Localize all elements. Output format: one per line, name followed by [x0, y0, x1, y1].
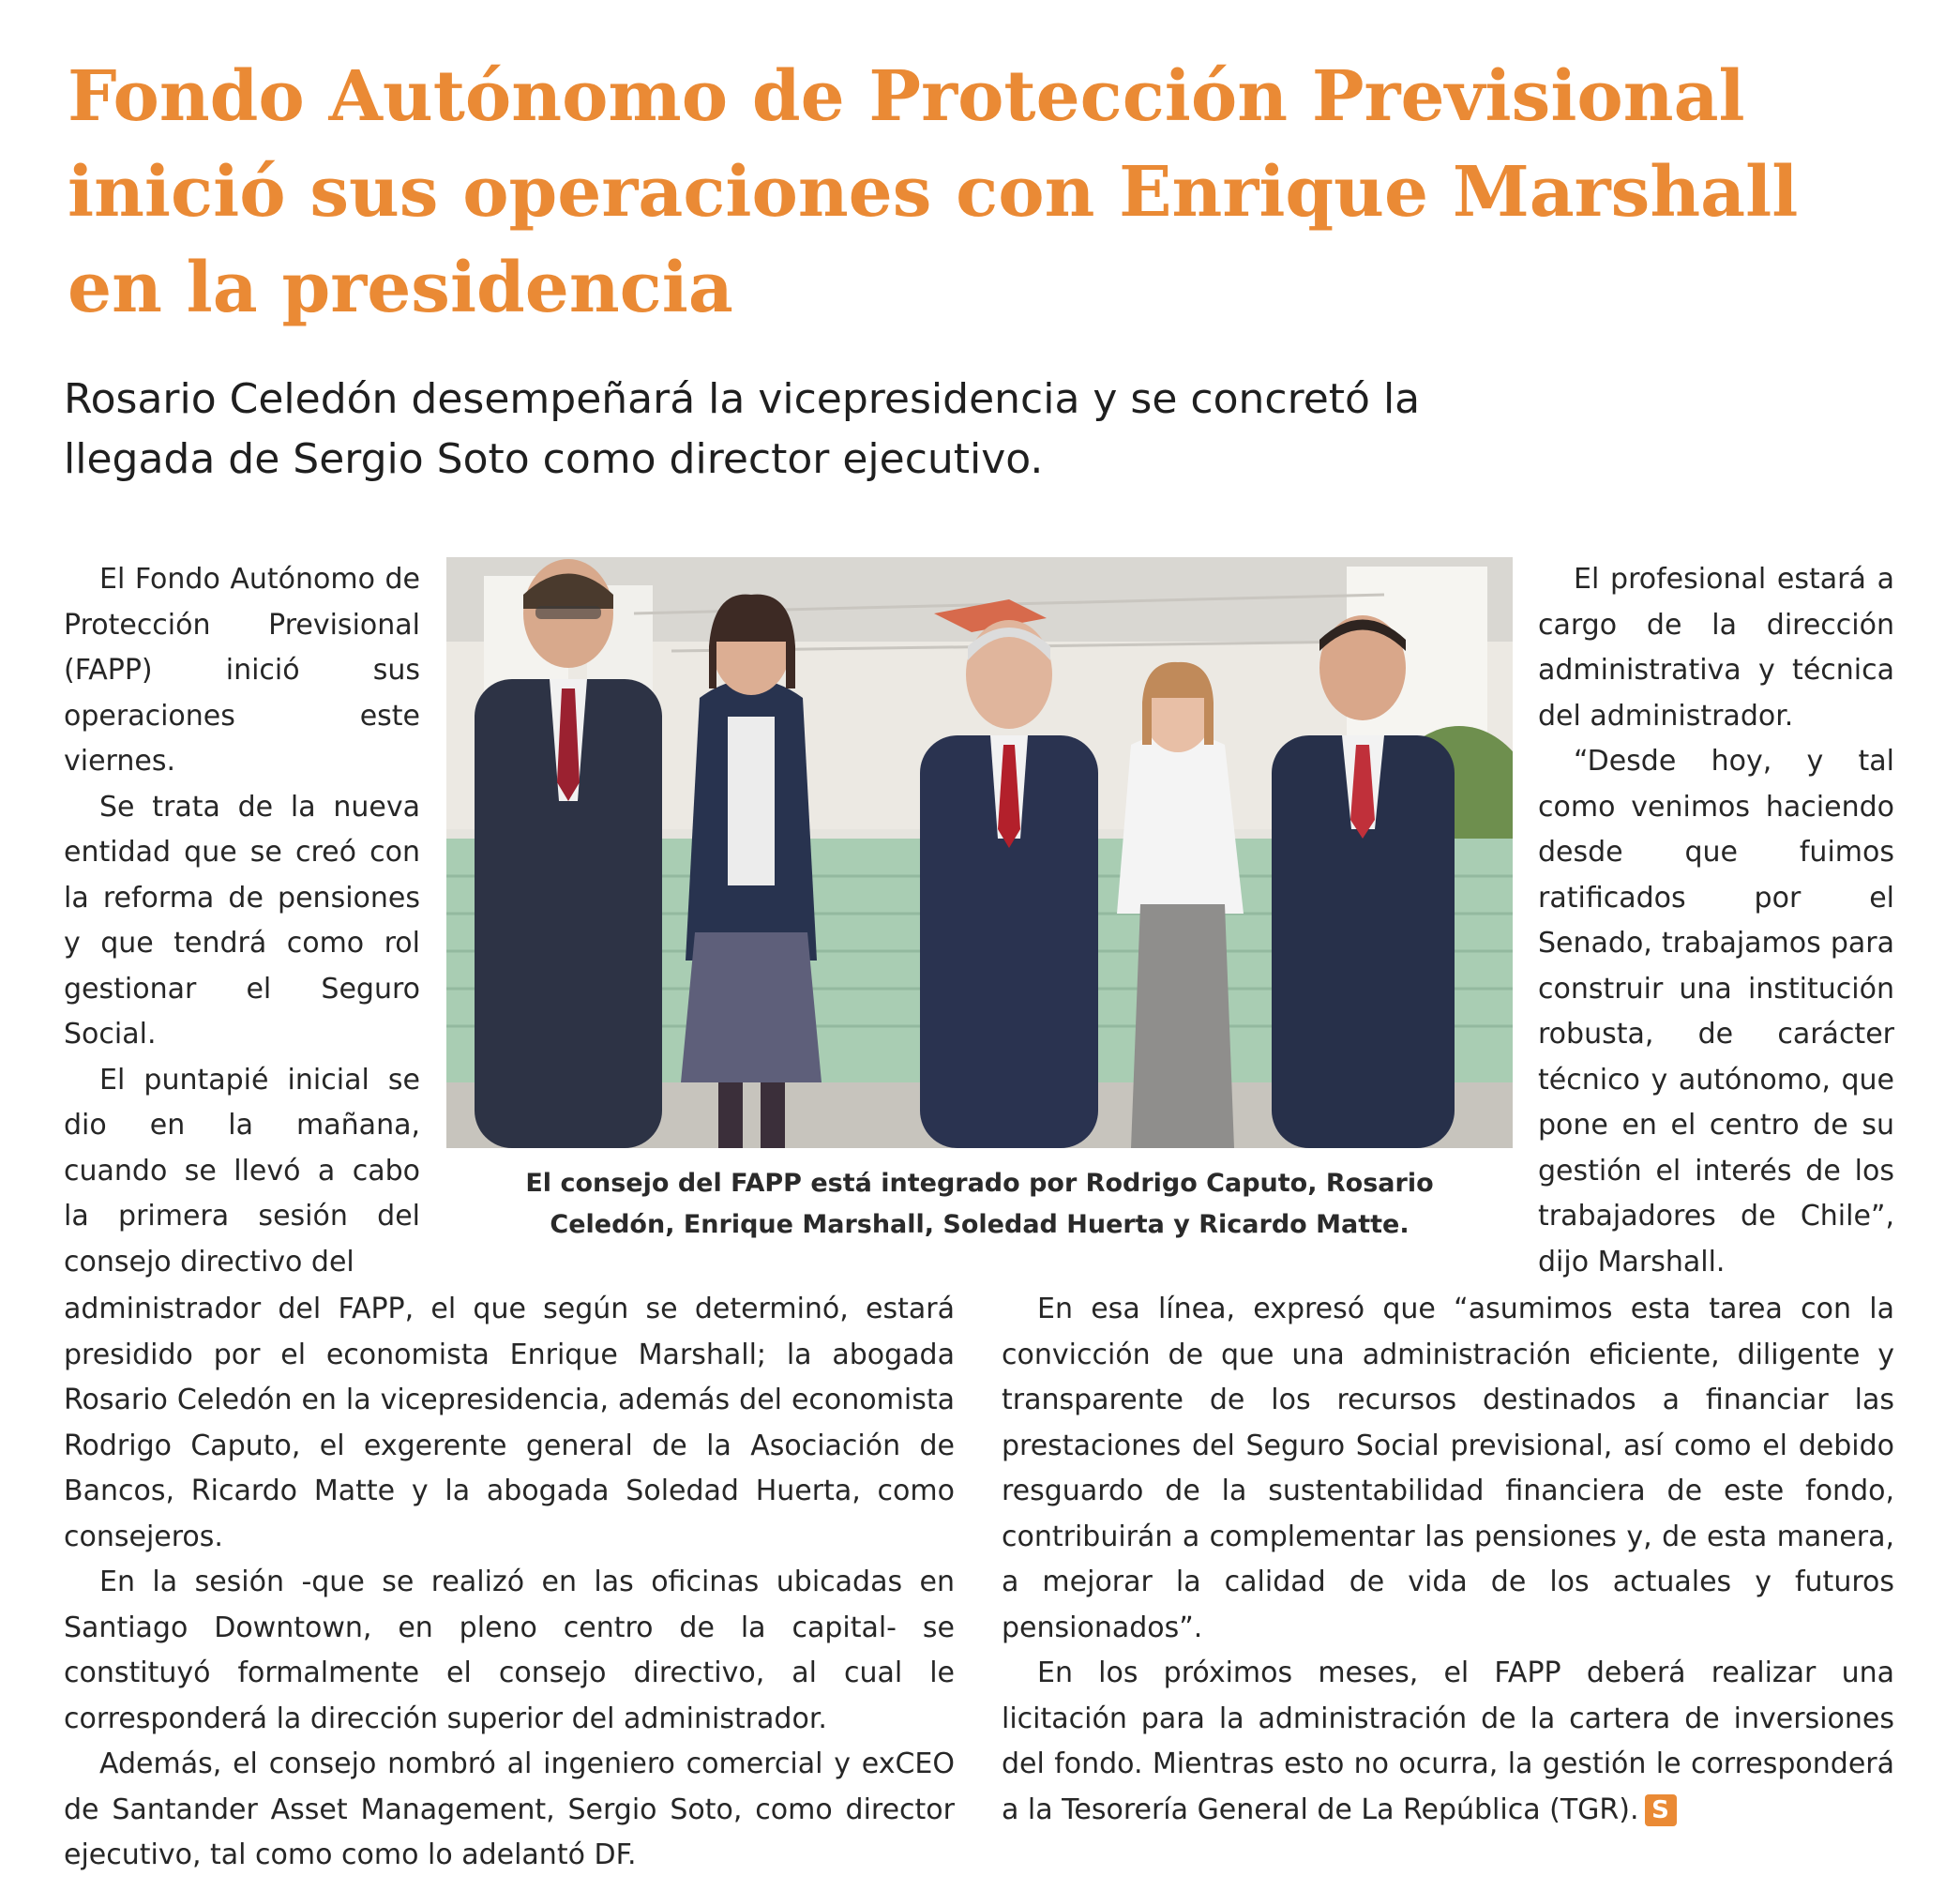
headline-line: Fondo Autónomo de Protección Previsional	[68, 56, 1745, 137]
caption-line: El consejo del FAPP está integrado por Rodrigo Caputo, Rosario	[525, 1169, 1434, 1198]
headline-line: en la presidencia	[68, 248, 733, 328]
subheadline-line: llegada de Sergio Soto como director ejecutivo.	[64, 435, 1044, 483]
paragraph: “Desde hoy, y tal como venimos haciendo desde que fuimos ratificados por el Senado, trabajamos para construir una institución robusta, de carácter técnico y autónomo, que pone en el centro de su gestión el interés de los trabajadores de Chile”, dijo Marshall.	[1538, 745, 1894, 1278]
left-column	[64, 557, 420, 1285]
paragraph	[1002, 1651, 1894, 1833]
subheadline	[64, 370, 1658, 490]
paragraph: Se trata de la nueva entidad que se creó con la reforma de pensiones y que tendrá como rol gestionar el Seguro Social.	[64, 790, 420, 1051]
end-mark-icon: S	[1645, 1794, 1677, 1826]
caption-line: Celedón, Enrique Marshall, Soledad Huerta y Ricardo Matte.	[550, 1210, 1410, 1239]
paragraph: administrador del FAPP, el que según se determinó, estará presidido por el economista Enrique Marshall; la abogada Rosario Celedón en la vicepresidencia, además del economista Rodrigo Caputo, el exgerente general de la Asociación de Bancos, Ricardo Matte y la abogada Soledad Huerta, como consejeros.	[64, 1293, 955, 1553]
paragraph: El profesional estará a cargo de la dirección administrativa y técnica del administrador.	[1538, 563, 1894, 733]
paragraph: El puntapié inicial se dio en la mañana, cuando se llevó a cabo la primera sesión del consejo directivo del	[64, 1063, 420, 1278]
paragraph: En esa línea, expresó que “asumimos esta tarea con la convicción de que una administración eficiente, diligente y transparente de los recursos destinados a financiar las prestaciones del Seguro Social previsional, así como el debido resguardo de la sustentabilidad financiera de este fondo, contribuirán a complementar las pensiones y, de esta manera, a mejorar la calidad de vida de los actuales y futuros pensionados”.	[1002, 1293, 1894, 1644]
right-column	[1538, 557, 1894, 1285]
bottom-left-column	[64, 1287, 955, 1879]
bottom-right-column	[1002, 1287, 1894, 1833]
subheadline-line: Rosario Celedón desempeñará la vicepresidencia y se concretó la	[64, 375, 1421, 423]
photo-caption	[446, 1163, 1513, 1246]
board-photo	[446, 557, 1513, 1148]
paragraph: Además, el consejo nombró al ingeniero comercial y exCEO de Santander Asset Management, Sergio Soto, como director ejecutivo, tal como como lo adelantó DF.	[64, 1747, 955, 1871]
headline	[68, 49, 1906, 336]
paragraph: En la sesión -que se realizó en las oficinas ubicadas en Santiago Downtown, en pleno centro de la capital- se constituyó formalmente el consejo directivo, al cual le corresponderá la dirección superior del administrador.	[64, 1566, 955, 1735]
paragraph-text: En los próximos meses, el FAPP deberá realizar una licitación para la administración de la cartera de inversiones del fondo. Mientras esto no ocurra, la gestión le corresponderá a la Tesorería General de La República (TGR).	[1002, 1657, 1894, 1826]
paragraph: El Fondo Autónomo de Protección Previsional (FAPP) inició sus operaciones este viernes.	[64, 563, 420, 778]
headline-line: inició sus operaciones con Enrique Marshall	[68, 152, 1799, 233]
